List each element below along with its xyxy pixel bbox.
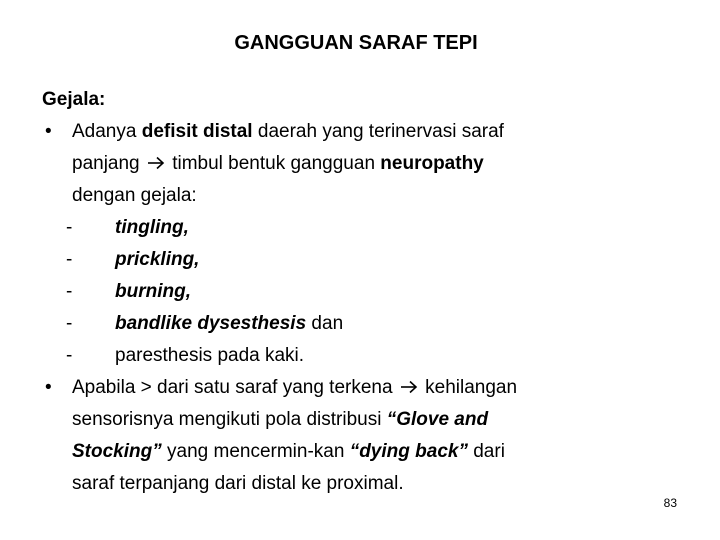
bullet-1-text-2 [72, 148, 484, 180]
text-run: dan [306, 313, 344, 334]
text-run: Adanya [72, 121, 142, 142]
symptom-text: prickling, [115, 249, 200, 270]
bullet-1-line-3 [42, 180, 682, 212]
dash-marker: - [66, 345, 73, 366]
dash-marker: - [66, 217, 73, 238]
heading-line [42, 84, 682, 116]
page-number: 83 [663, 496, 677, 510]
text-run: timbul bentuk gangguan [172, 153, 381, 174]
text-run: sensorisnya mengikuti pola distribusi [72, 409, 387, 430]
bullet-2-line-4 [42, 468, 682, 500]
text-run: dari [467, 441, 505, 462]
bullet-marker: • [45, 377, 52, 398]
bullet-1-text-3: dengan gejala: [72, 185, 197, 206]
bullet-1-line-1 [42, 116, 682, 148]
bullet-2-line-1 [42, 372, 682, 404]
bullet-1-line-2 [42, 148, 682, 180]
symptom-text [115, 308, 343, 340]
text-run: yang mencermin-kan [161, 441, 350, 462]
heading-gejala: Gejala: [42, 89, 106, 110]
symptom-text: burning, [115, 281, 191, 302]
arrow-right-icon [400, 380, 418, 394]
bullet-2-line-3 [42, 436, 682, 468]
bullet-2-text-3 [72, 436, 505, 468]
symptom-text: tingling, [115, 217, 189, 238]
text-bold: defisit distal [141, 121, 253, 142]
dash-marker: - [66, 281, 73, 302]
arrow-right-icon [147, 156, 165, 170]
text-run: panjang [72, 153, 140, 174]
symptom-text: paresthesis pada kaki. [115, 345, 305, 366]
bullet-2-line-2 [42, 404, 682, 436]
text-run: Apabila > dari satu saraf yang terkena [72, 377, 393, 398]
dash-marker: - [66, 313, 73, 334]
slide-body [42, 84, 682, 500]
slide-title: GANGGUAN SARAF TEPI [234, 32, 478, 54]
symptom-item [42, 244, 682, 276]
bullet-marker: • [45, 121, 52, 142]
text-bold-italic: Stocking” [72, 441, 162, 462]
text-bold-italic: “Glove and [386, 409, 489, 430]
symptom-item [42, 340, 682, 372]
text-run: daerah yang terinervasi saraf [252, 121, 504, 142]
symptom-item [42, 212, 682, 244]
symptom-item [42, 276, 682, 308]
text-bold-italic: “dying back” [349, 441, 468, 462]
symptom-item [42, 308, 682, 340]
text-bold-italic: bandlike dysesthesis [115, 313, 307, 334]
dash-marker: - [66, 249, 73, 270]
text-run: kehilangan [425, 377, 518, 398]
bullet-2-text-2 [72, 404, 488, 436]
bullet-2-text-1 [72, 372, 517, 404]
bullet-2-text-4: saraf terpanjang dari distal ke proximal. [72, 473, 404, 494]
text-bold: neuropathy [380, 153, 484, 174]
bullet-1-text-1 [72, 116, 504, 148]
